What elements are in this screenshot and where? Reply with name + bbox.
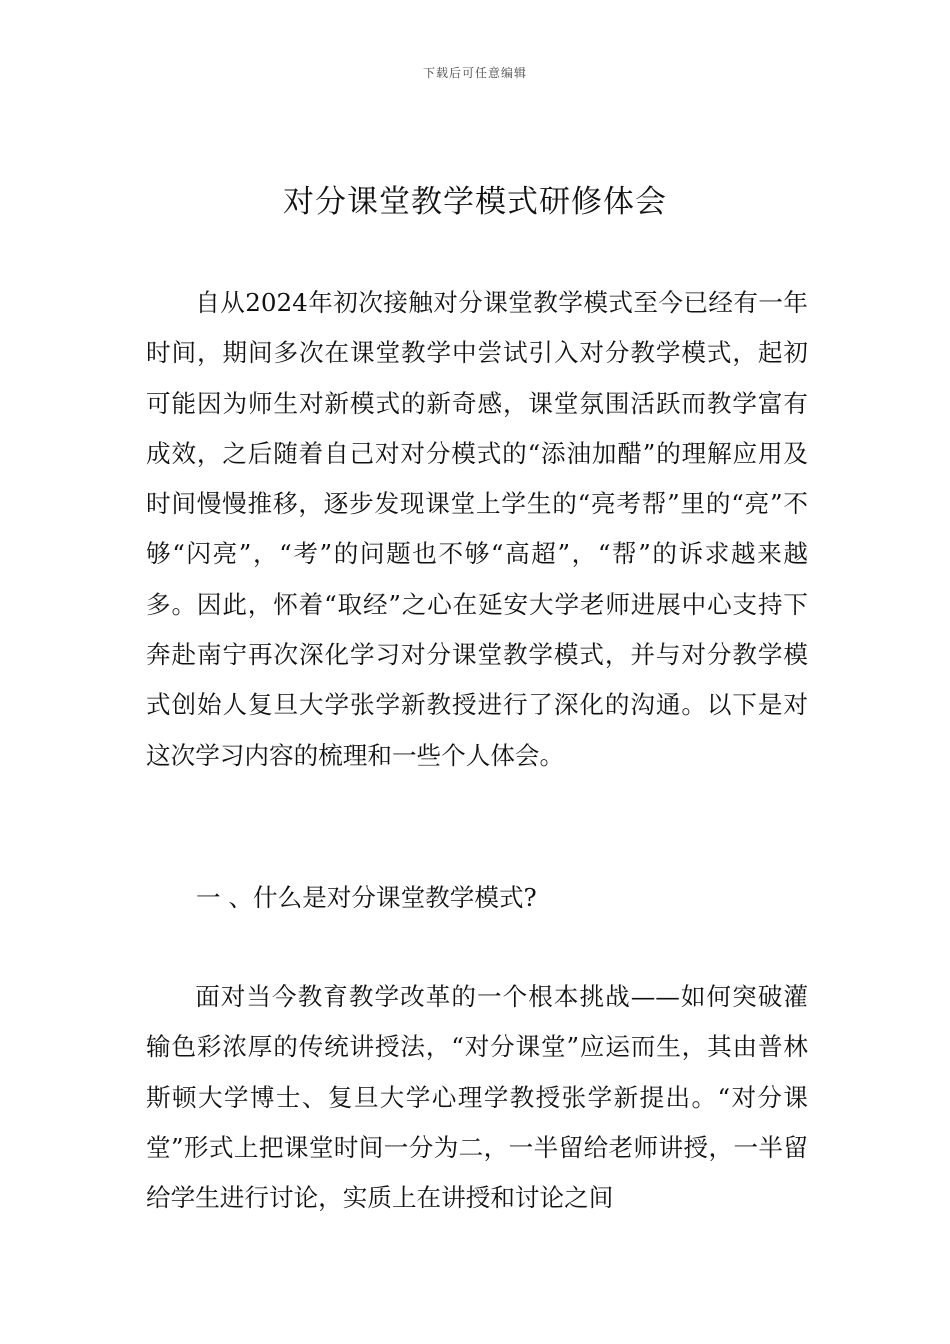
section-heading-1: 一 、什么是对分课堂教学模式? <box>196 883 537 912</box>
header-note: 下载后可任意编辑 <box>422 66 527 80</box>
paragraph-section-1: 面对当今教育教学改革的一个根本挑战——如何突破灌输色彩浓厚的传统讲授法，“对分课堂”应运而生，其由普林斯顿大学博士、复旦大学心理学教授张学新提出。“对分课堂”形式上把课堂时间一分为二，一半留给老师讲授，一半留给学生进行讨论，实质上在讲授和讨论之间 <box>146 982 808 1213</box>
paragraph-intro: 自从2024年初次接触对分课堂教学模式至今已经有一年时间，期间多次在课堂教学中尝试引入对分教学模式，起初可能因为师生对新模式的新奇感，课堂氛围活跃而教学富有成效，之后随着自己对对分模式的“添油加醋”的理解应用及时间慢慢推移，逐步发现课堂上学生的“亮考帮”里的“亮”不够“闪亮”，“考”的问题也不够“高超”，“帮”的诉求越来越多。因此，怀着“取经”之心在延安大学老师进展中心支持下奔赴南宁再次深化学习对分课堂教学模式，并与对分教学模式创始人复旦大学张学新教授进行了深化的沟通。以下是对这次学习内容的梳理和一些个人体会。 <box>146 288 808 770</box>
document-title: 对分课堂教学模式研修体会 <box>283 184 667 220</box>
